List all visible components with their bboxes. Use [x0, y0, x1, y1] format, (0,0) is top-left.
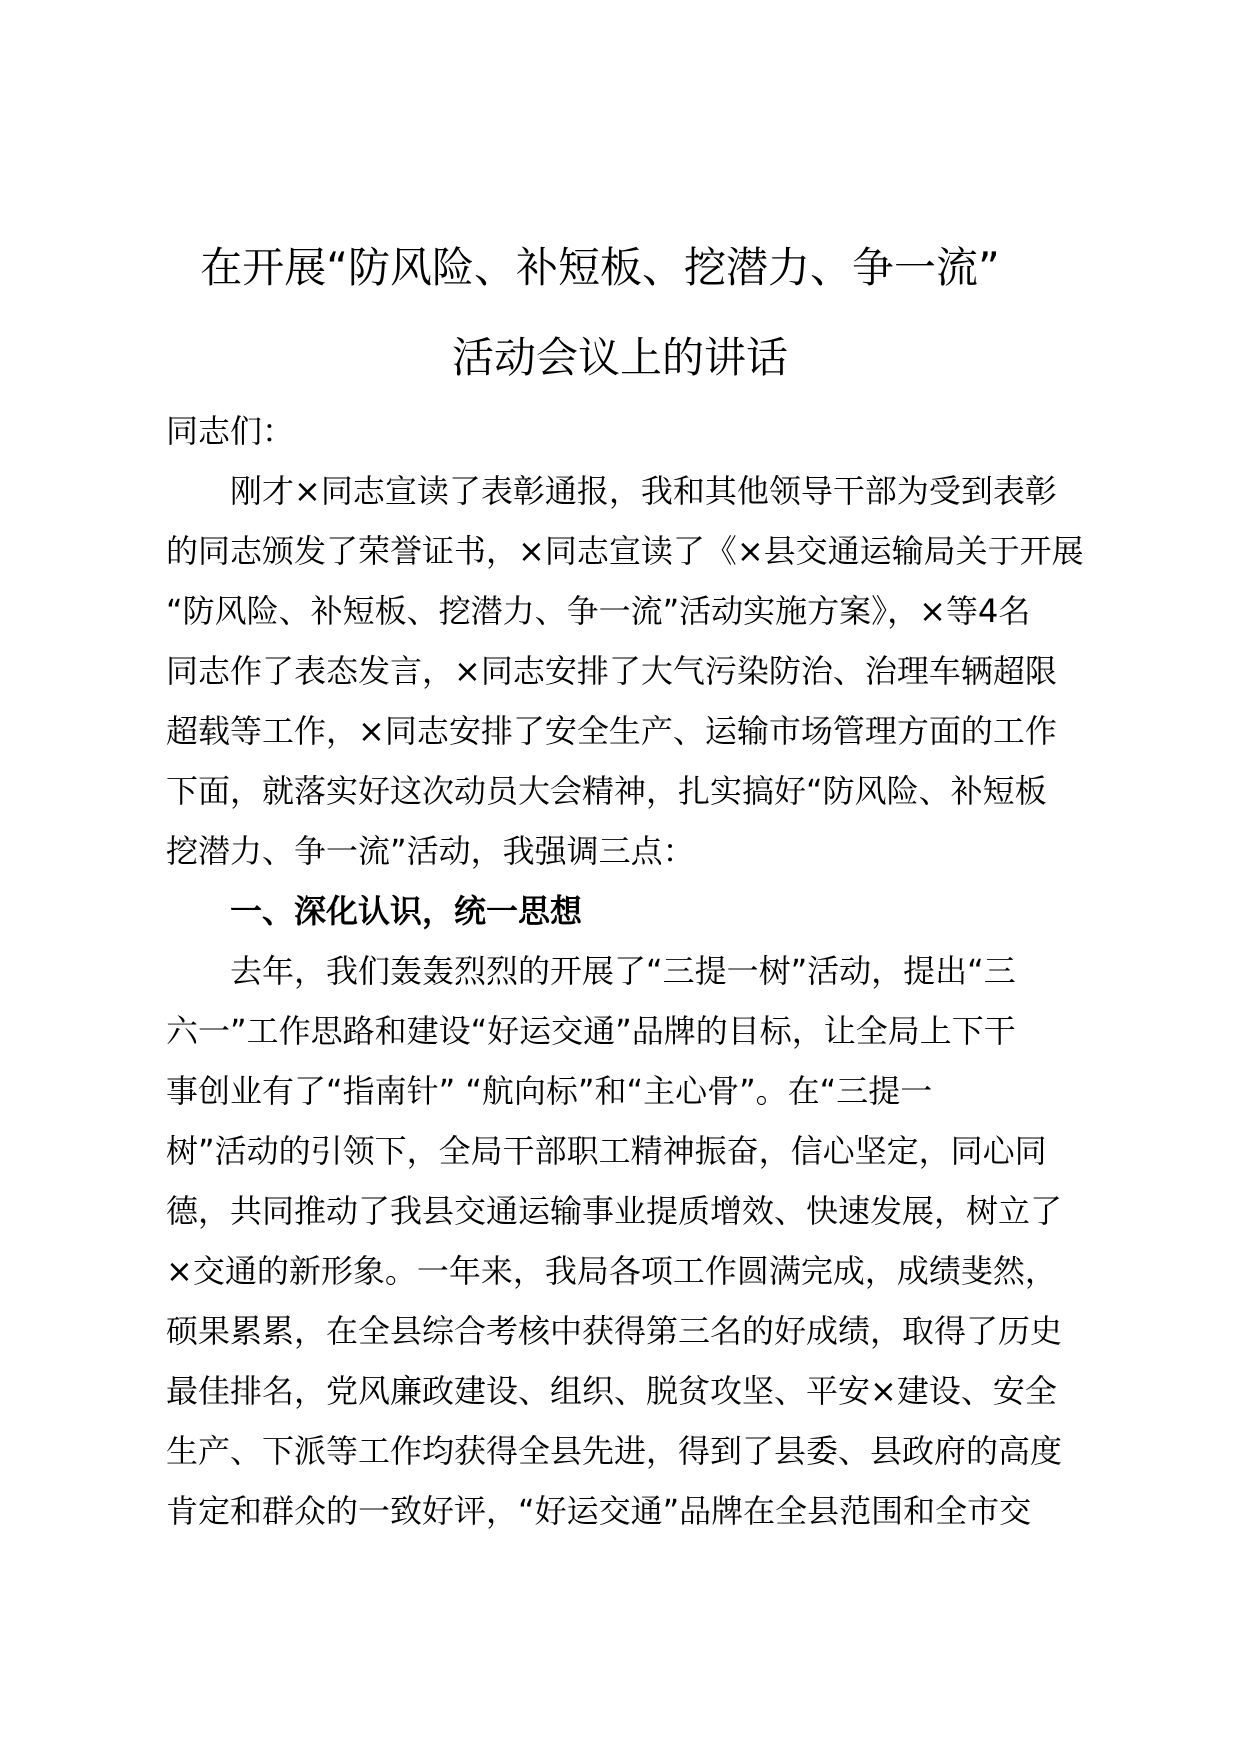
salutation: 同志们：	[166, 412, 295, 450]
paragraph-line: 六一”工作思路和建设“好运交通”品牌的目标，让全局上下干	[166, 1012, 1016, 1050]
paragraph-line: 最佳排名，党风廉政建设、组织、脱贫攻坚、平安×建设、安全	[166, 1372, 1057, 1410]
paragraph-line: 树”活动的引领下，全局干部职工精神振奋，信心坚定，同心同	[166, 1132, 1047, 1170]
section-heading: 一、深化认识，统一思想	[166, 892, 583, 930]
paragraph-line: “防风险、补短板、挖潜力、争一流”活动实施方案》，×等4名	[166, 592, 1031, 630]
paragraph-line: 挖潜力、争一流”活动，我强调三点：	[166, 832, 695, 870]
paragraph-line: 的同志颁发了荣誉证书，×同志宣读了《×县交通运输局关于开展	[166, 532, 1084, 570]
paragraph-line: 生产、下派等工作均获得全县先进，得到了县委、县政府的高度	[166, 1432, 1063, 1470]
paragraph-line: ×交通的新形象。一年来，我局各项工作圆满完成，成绩斐然，	[166, 1252, 1057, 1290]
paragraph-line: 超载等工作，×同志安排了安全生产、运输市场管理方面的工作	[166, 712, 1057, 750]
document-title-line-1: 在开展“防风险、补短板、挖潜力、争一流”	[200, 243, 1000, 292]
paragraph-line: 事创业有了“指南针” “航向标”和“主心骨”。在“三提一	[166, 1072, 933, 1110]
paragraph-line: 去年，我们轰轰烈烈的开展了“三提一树”活动，提出“三	[166, 952, 1016, 990]
paragraph-line: 硕果累累，在全县综合考核中获得第三名的好成绩，取得了历史	[166, 1312, 1063, 1350]
paragraph-line: 肯定和群众的一致好评，“好运交通”品牌在全县范围和全市交	[166, 1492, 1032, 1530]
paragraph-line: 下面，就落实好这次动员大会精神，扎实搞好“防风险、补短板	[166, 772, 1047, 810]
paragraph-line: 同志作了表态发言，×同志安排了大气污染防治、治理车辆超限	[166, 652, 1057, 690]
document-title-line-2: 活动会议上的讲话	[451, 333, 788, 382]
paragraph-line: 刚才×同志宣读了表彰通报，我和其他领导干部为受到表彰	[166, 472, 1057, 510]
paragraph-line: 德，共同推动了我县交通运输事业提质增效、快速发展，树立了	[166, 1192, 1063, 1230]
